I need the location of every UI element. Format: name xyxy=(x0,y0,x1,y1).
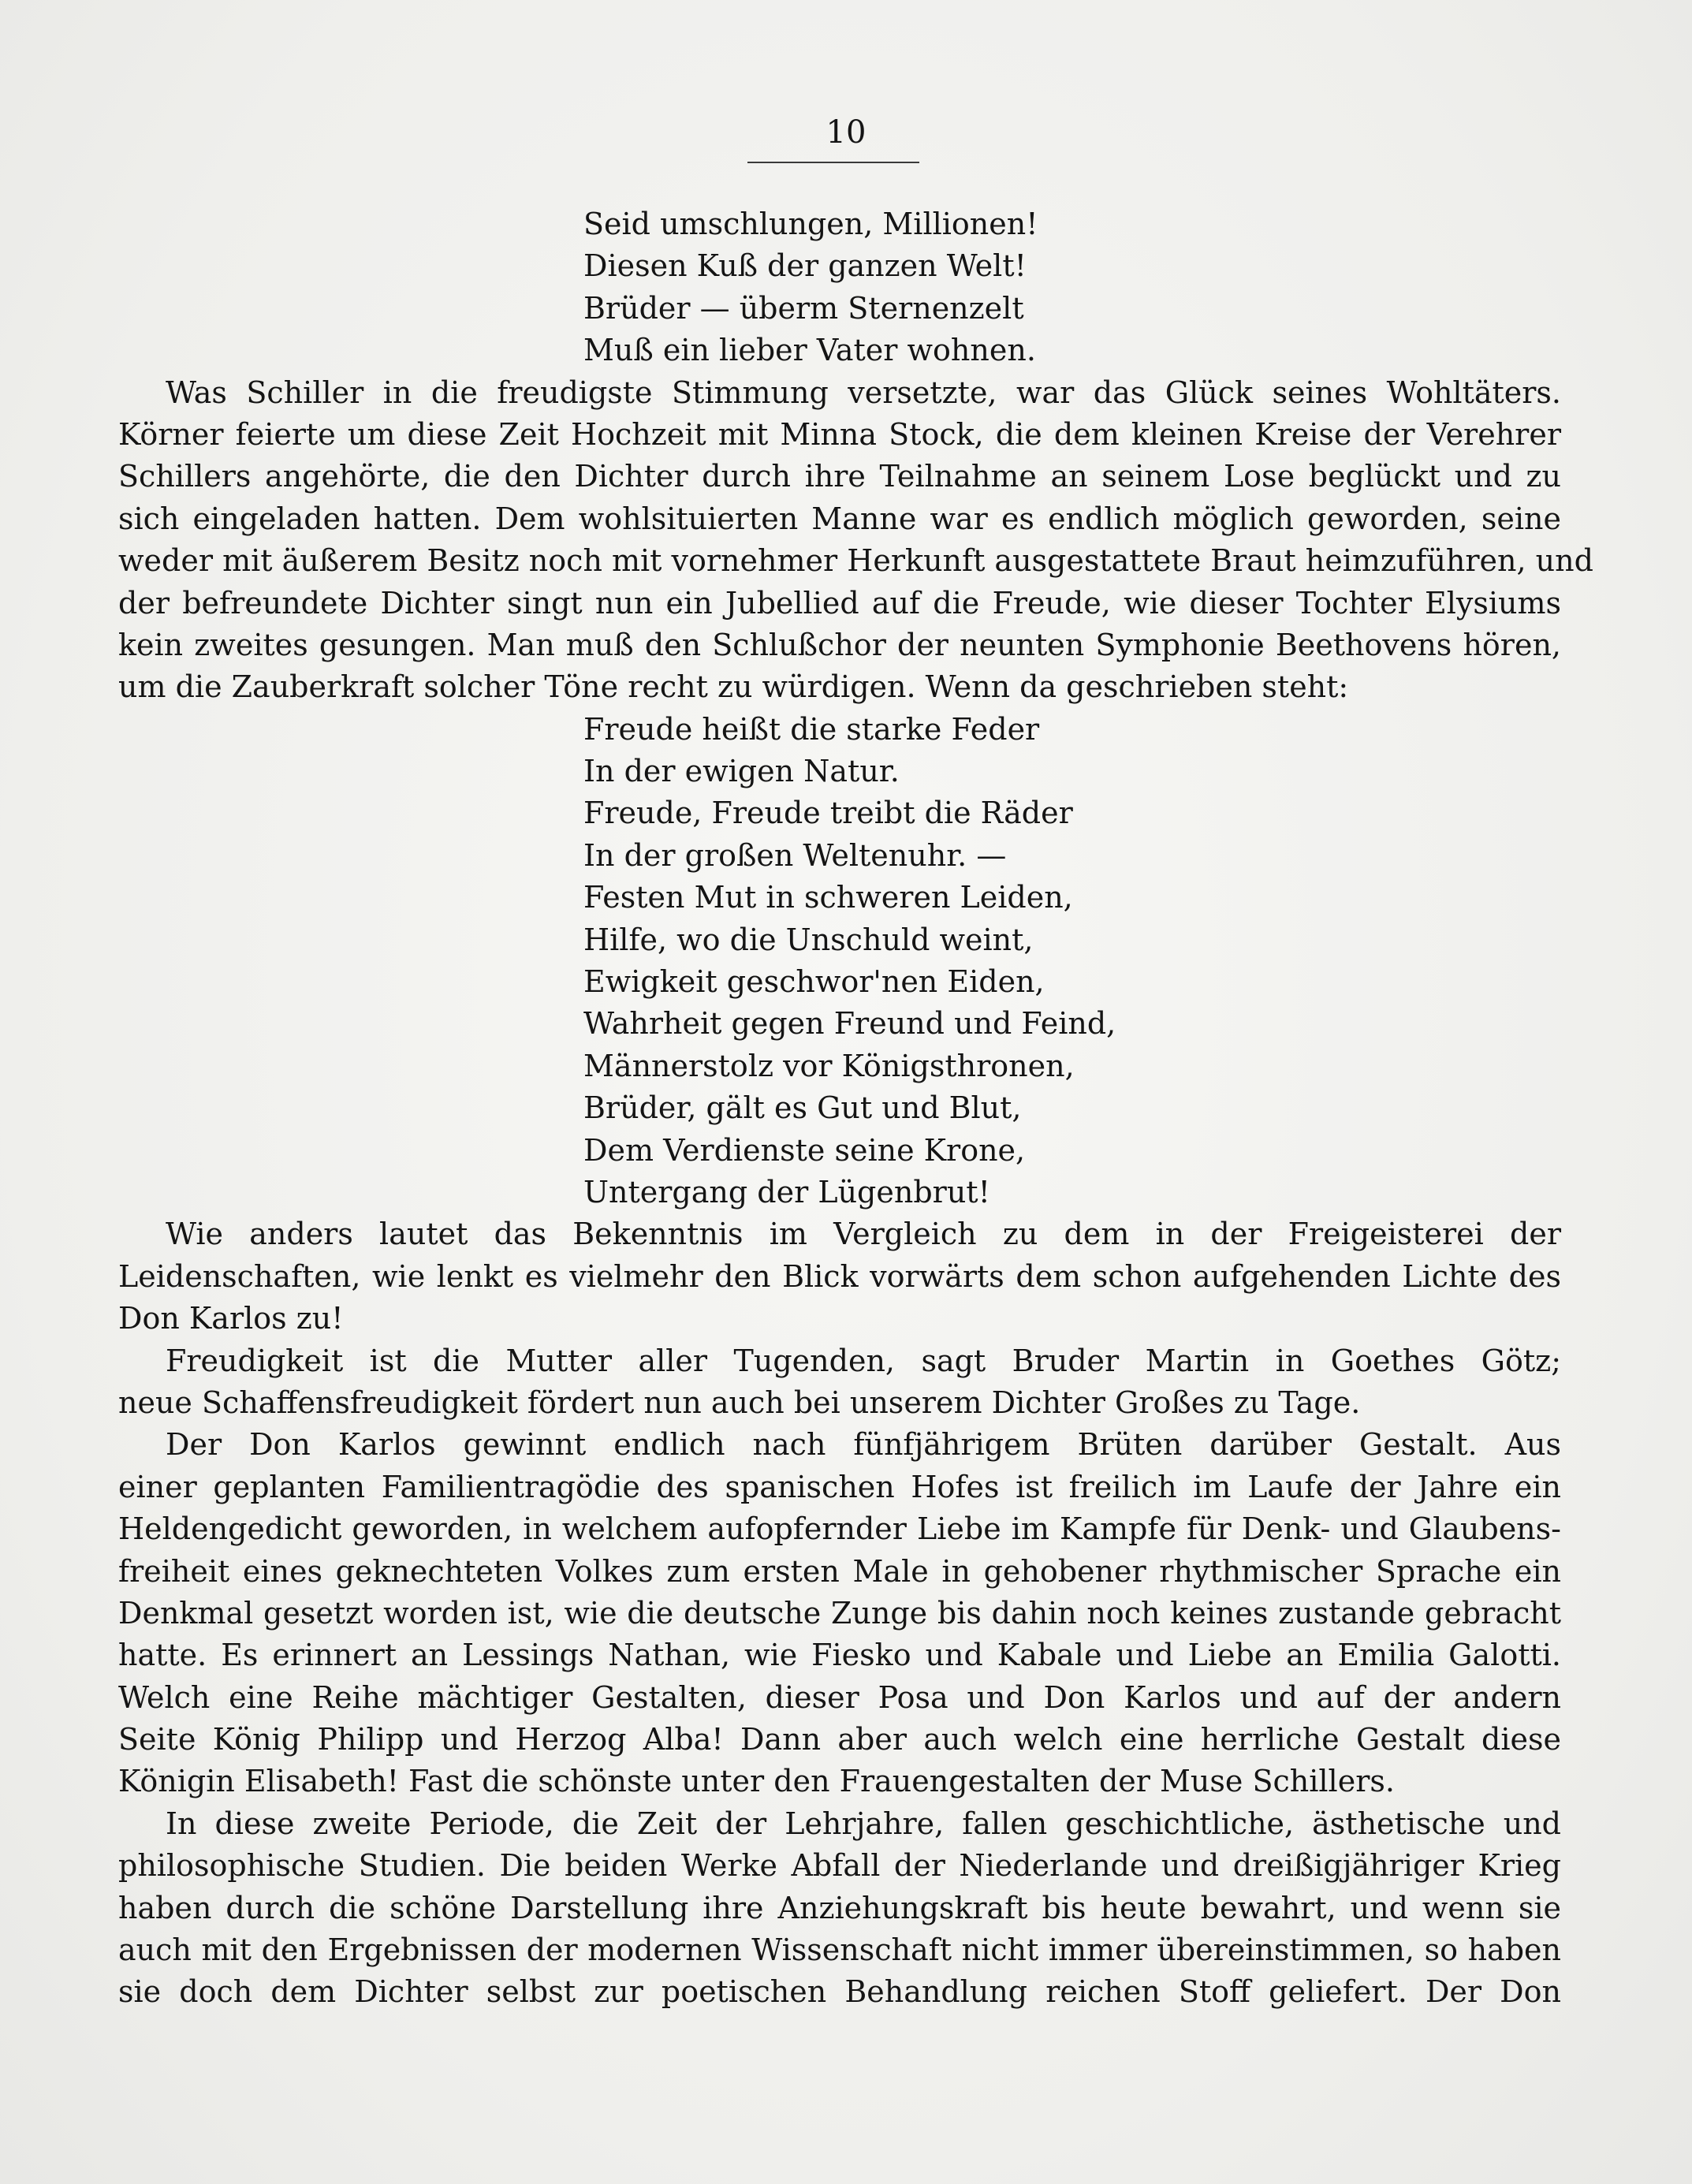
paragraph-line: Welch eine Reihe mächtiger Gestalten, dieser Posa und Don Karlos und auf der andern xyxy=(118,1679,1561,1715)
paragraph-line: Wie anders lautet das Bekenntnis im Vergleich zu dem in der Freigeisterei der xyxy=(166,1217,1561,1252)
page-number: 10 xyxy=(826,114,866,151)
paragraph-line: auch mit den Ergebnissen der modernen Wissenschaft nicht immer übereinstimmen, so haben xyxy=(118,1932,1561,1968)
verse-line: In der ewigen Natur. xyxy=(583,754,900,789)
body-text xyxy=(118,203,1593,2014)
paragraph-line: Königin Elisabeth! Fast die schönste unter den Frauengestalten der Muse Schillers. xyxy=(118,1764,1395,1799)
paragraph-line: philosophische Studien. Die beiden Werke Abfall der Niederlande und dreißigjähriger Krieg xyxy=(118,1848,1561,1884)
paragraph-line: Schillers angehörte, die den Dichter durch ihre Teilnahme an seinem Lose beglückt und zu xyxy=(118,459,1561,494)
verse-line: Männerstolz vor Königsthronen, xyxy=(583,1048,1075,1083)
paragraph-line: Don Karlos zu! xyxy=(118,1301,344,1336)
paragraph-line: Leidenschaften, wie lenkt es vielmehr den Blick vorwärts dem schon aufgehenden Lichte des xyxy=(118,1258,1561,1294)
verse-line: Festen Mut in schweren Leiden, xyxy=(583,880,1073,915)
verse-line: Diesen Kuß der ganzen Welt! xyxy=(583,248,1027,284)
paragraph-line: einer geplanten Familientragödie des spanischen Hofes ist freilich im Laufe der Jahre ein xyxy=(118,1469,1561,1504)
verse-line: Seid umschlungen, Millionen! xyxy=(583,207,1038,241)
paragraph-line: hatte. Es erinnert an Lessings Nathan, wie Fiesko und Kabale und Liebe an Emilia Galotti. xyxy=(118,1638,1561,1673)
verse-line: Freude heißt die starke Feder xyxy=(583,711,1040,747)
verse-line: Untergang der Lügenbrut! xyxy=(583,1174,990,1209)
paragraph-line: sie doch dem Dichter selbst zur poetischen Behandlung reichen Stoff geliefert. Der Don xyxy=(118,1974,1561,2010)
verse-line: Brüder — überm Sternenzelt xyxy=(583,290,1024,326)
paragraph-line: freiheit eines geknechteten Volkes zum ersten Male in gehobener rhythmischer Sprache ein xyxy=(118,1553,1561,1589)
verse-line: Dem Verdienste seine Krone, xyxy=(583,1132,1026,1168)
paragraph-line: Freudigkeit ist die Mutter aller Tugenden, sagt Bruder Martin in Goethes Götz; xyxy=(166,1343,1561,1378)
paragraph-line: Heldengedicht geworden, in welchem aufopfernder Liebe im Kampfe für Denk- und Glaubens- xyxy=(118,1511,1561,1547)
paragraph-line: haben durch die schöne Darstellung ihre Anziehungskraft bis heute bewahrt, und wenn sie xyxy=(118,1890,1561,1925)
paragraph-line: sich eingeladen hatten. Dem wohlsituierten Manne war es endlich möglich geworden, seine xyxy=(118,501,1561,536)
verse-line: Muß ein lieber Vater wohnen. xyxy=(583,333,1036,368)
paragraph-line: Der Don Karlos gewinnt endlich nach fünfjährigem Brüten darüber Gestalt. Aus xyxy=(166,1427,1561,1463)
verse-line: Wahrheit gegen Freund und Feind, xyxy=(583,1006,1116,1042)
verse-line: Freude, Freude treibt die Räder xyxy=(583,796,1073,831)
paragraph-line: weder mit äußerem Besitz noch mit vornehmer Herkunft ausgestattete Braut heimzuführen, und xyxy=(118,543,1593,579)
verse-line: Hilfe, wo die Unschuld weint, xyxy=(583,922,1034,957)
verse-line: Ewigkeit geschwor'nen Eiden, xyxy=(583,964,1045,1000)
paragraph-line: In diese zweite Periode, die Zeit der Lehrjahre, fallen geschichtliche, ästhetische und xyxy=(166,1806,1561,1841)
paragraph-line: Denkmal gesetzt worden ist, wie die deutsche Zunge bis dahin noch keines zustande gebracht xyxy=(118,1595,1561,1631)
paragraph-line: Seite König Philipp und Herzog Alba! Dann aber auch welch eine herrliche Gestalt diese xyxy=(118,1722,1561,1757)
header-rule xyxy=(747,162,919,163)
paragraph-line: um die Zauberkraft solcher Töne recht zu würdigen. Wenn da geschrieben steht: xyxy=(118,669,1349,705)
verse-line: In der großen Weltenuhr. — xyxy=(583,837,1007,873)
paragraph-line: Was Schiller in die freudigste Stimmung versetzte, war das Glück seines Wohltäters. xyxy=(166,375,1561,410)
paragraph-line: kein zweites gesungen. Man muß den Schlußchor der neunten Symphonie Beethovens hören, xyxy=(118,627,1561,662)
paragraph-line: Körner feierte um diese Zeit Hochzeit mit Minna Stock, die dem kleinen Kreise der Verehrer xyxy=(118,416,1561,452)
paragraph-line: der befreundete Dichter singt nun ein Jubellied auf die Freude, wie dieser Tochter Elysiums xyxy=(118,585,1561,621)
paragraph-line: neue Schaffensfreudigkeit fördert nun auch bei unserem Dichter Großes zu Tage. xyxy=(118,1385,1361,1420)
verse-line: Brüder, gält es Gut und Blut, xyxy=(583,1090,1022,1126)
